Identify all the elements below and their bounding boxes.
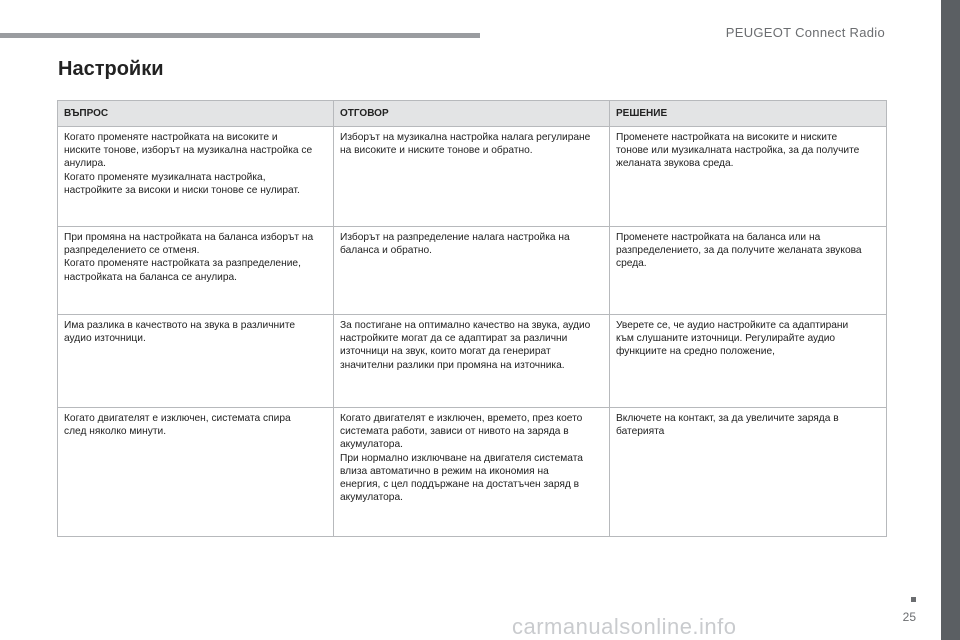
faq-table <box>57 100 887 537</box>
answer-cell <box>334 408 610 537</box>
cell-line: Променете настройката на баланса или на <box>616 232 821 243</box>
answer-cell <box>334 227 610 315</box>
cell-line: Когато променяте настройката за разпределение, <box>64 258 301 270</box>
cell-line: Когато променяте настройката на високите и <box>64 132 278 143</box>
cell-line: акумулатора. <box>340 439 403 451</box>
table-row <box>58 127 887 227</box>
table-row <box>58 227 887 315</box>
cell-line: При промяна на настройката на баланса изборът на <box>64 232 314 243</box>
cell-line: към слушаните източници. Регулирайте аудио <box>616 333 836 345</box>
cell-line: Включете на контакт, за да увеличите заряда в <box>616 413 839 424</box>
cell-line: желаната звукова среда. <box>616 158 734 170</box>
side-bar <box>941 0 960 640</box>
page-marker-icon <box>911 597 916 602</box>
solution-cell <box>610 227 887 315</box>
page-number: 25 <box>902 610 916 624</box>
cell-line: анулира. <box>64 158 106 170</box>
cell-line: За постигане на оптимално качество на звука, аудио <box>340 320 591 331</box>
solution-cell <box>610 315 887 408</box>
cell-line: акумулатора. <box>340 492 403 504</box>
cell-line: среда. <box>616 258 647 270</box>
question-cell <box>58 408 334 537</box>
cell-line: При нормално изключване на двигателя системата <box>340 452 583 464</box>
top-rule <box>0 33 480 38</box>
column-header-solution: РЕШЕНИЕ <box>610 101 887 127</box>
cell-line: значителни разлики при промяна на източника. <box>340 359 565 371</box>
cell-line: настройките за високи и ниски тонове се нулират. <box>64 184 300 196</box>
cell-line: функциите на средно положение, <box>616 346 775 358</box>
page-title: Настройки <box>58 58 164 80</box>
table-header-row <box>58 101 887 127</box>
solution-cell <box>610 127 887 227</box>
cell-line: батерията <box>616 426 665 438</box>
cell-line: настройката на баланса се анулира. <box>64 271 238 283</box>
cell-line: ниските тонове, изборът на музикална настройка се <box>64 145 313 157</box>
cell-line: Когато двигателят е изключен, времето, през което <box>340 413 583 424</box>
cell-line: разпределението се отменя. <box>64 245 200 257</box>
answer-cell <box>334 315 610 408</box>
cell-line: Уверете се, че аудио настройките са адаптирани <box>616 320 849 331</box>
cell-line: влиза автоматично в режим на икономия на <box>340 465 549 477</box>
cell-line: Когато двигателят е изключен, системата спира <box>64 413 291 424</box>
cell-line: разпределението, за да получите желаната звукова <box>616 245 862 257</box>
cell-line: Изборът на музикална настройка налага регулиране <box>340 132 591 143</box>
column-header-question: ВЪПРОС <box>58 101 334 127</box>
cell-line: Променете настройката на високите и ниските <box>616 132 838 143</box>
cell-line: Когато променяте музикалната настройка, <box>64 171 266 183</box>
question-cell <box>58 127 334 227</box>
cell-line: на високите и ниските тонове и обратно. <box>340 145 533 157</box>
cell-line: аудио източници. <box>64 333 146 345</box>
answer-cell <box>334 127 610 227</box>
table-row <box>58 408 887 537</box>
question-cell <box>58 315 334 408</box>
cell-line: Има разлика в качеството на звука в различните <box>64 320 296 331</box>
cell-line: след няколко минути. <box>64 426 167 438</box>
cell-line: баланса и обратно. <box>340 245 433 257</box>
cell-line: тонове или музикалната настройка, за да получите <box>616 145 860 157</box>
question-cell <box>58 227 334 315</box>
cell-line: Изборът на разпределение налага настройка на <box>340 232 570 243</box>
header-brand: PEUGEOT Connect Radio <box>725 25 885 40</box>
column-header-answer: ОТГОВОР <box>334 101 610 127</box>
watermark: carmanualsonline.info <box>512 614 737 639</box>
cell-line: системата работи, зависи от нивото на заряда в <box>340 426 569 438</box>
solution-cell <box>610 408 887 537</box>
cell-line: източници на звук, които могат да генерират <box>340 346 551 358</box>
cell-line: настройките могат да се адаптират за различни <box>340 333 568 345</box>
table-row <box>58 315 887 408</box>
cell-line: енергия, с цел поддържане на достатъчен заряд в <box>340 479 580 491</box>
